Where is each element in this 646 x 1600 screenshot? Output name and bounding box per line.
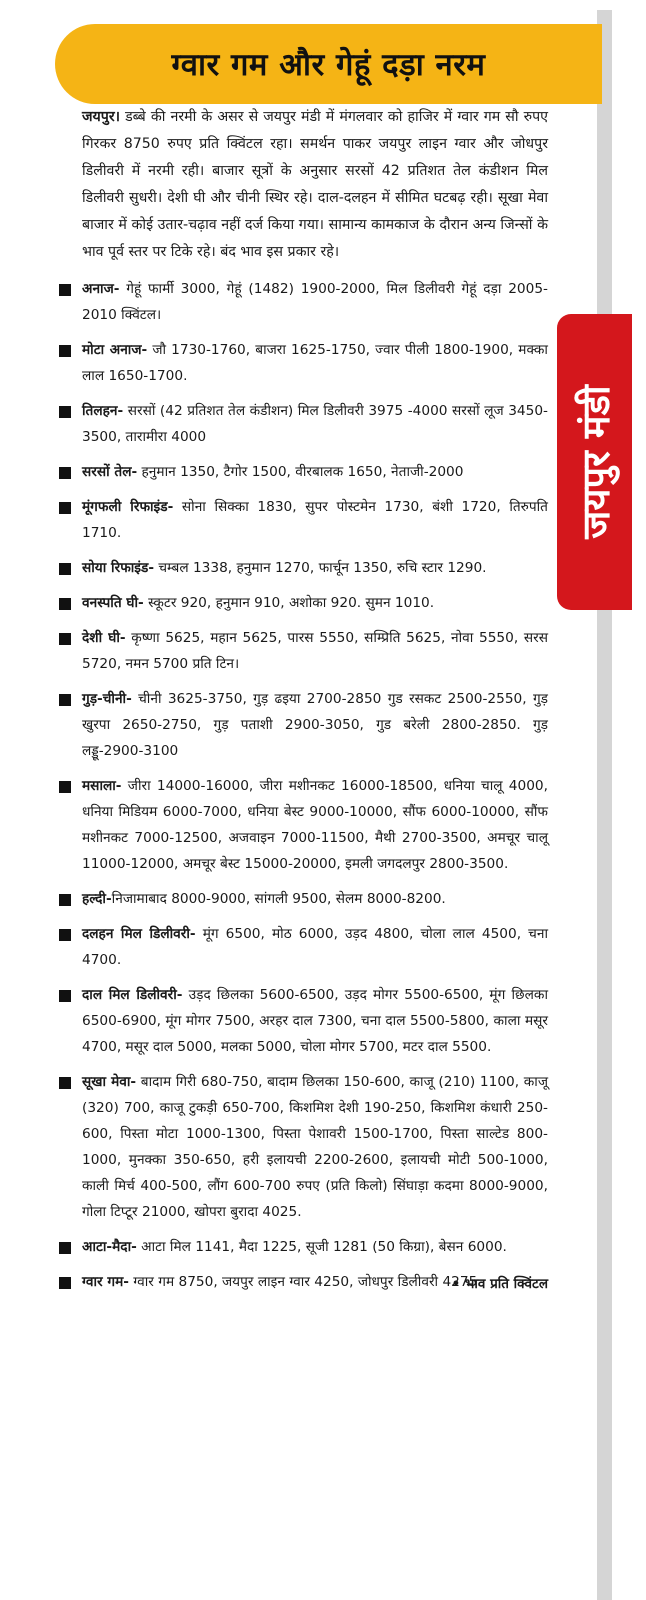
- rate-item: [82, 459, 548, 485]
- intro-text: डब्बे की नरमी के असर से जयपुर मंडी में मंगलवार को हाजिर में ग्वार गम सौ रुपए गिरकर 8750 रुपए प्रति क्विंटल रहा। समर्थन पाकर जयपुर लाइन ग्वार और जोधपुर डिलीवरी में नरमी रही। बाजार सूत्रों के अनुसार सरसों 42 प्रतिशत तेल कंडीशन मिल डिलीवरी सुधरी। देशी घी और चीनी स्थिर रहे। दाल-दलहन में सीमित घटबढ़ रही। सूखा मेवा बाजार में कोई उतार-चढ़ाव नहीं दर्ज किया गया। सामान्य कामकाज के दौरान अन्य जिन्सों के भाव पूर्व स्तर पर टिके रहे। बंद भाव इस प्रकार रहे।: [82, 109, 548, 260]
- square-bullet-icon: [59, 781, 71, 793]
- rate-category: गुड़-चीनी-: [82, 691, 132, 707]
- square-bullet-icon: [59, 1277, 71, 1289]
- rate-category: दलहन मिल डिलीवरी-: [82, 926, 196, 942]
- square-bullet-icon: [59, 563, 71, 575]
- rate-text: निजामाबाद 8000-9000, सांगली 9500, सेलम 8000-8200.: [111, 891, 446, 907]
- rate-category: सूखा मेवा-: [82, 1074, 137, 1090]
- rate-category: मसाला-: [82, 778, 122, 794]
- rate-list: [82, 276, 548, 1295]
- rate-item: [82, 625, 548, 677]
- section-tab-label: जयपुर मंडी: [573, 385, 618, 539]
- rate-text: सोना सिक्का 1830, सुपर पोस्टमेन 1730, बंशी 1720, तिरुपति 1710.: [82, 499, 548, 541]
- rate-item: [82, 886, 548, 912]
- rate-text: जीरा 14000-16000, जीरा मशीनकट 16000-18500, धनिया चालू 4000, धनिया मिडियम 6000-7000, धनिया बेस्ट 9000-10000, सौंफ 6000-10000, सौंफ मशीनकट 7000-12500, अजवाइन 7000-11500, मैथी 2700-3500, अमचूर चालू 11000-12000, अमचूर बेस्ट 15000-20000, इमली जगदलपुर 2800-3500.: [82, 778, 548, 872]
- rate-category: मूंगफली रिफाइंड-: [82, 499, 174, 515]
- square-bullet-icon: [59, 894, 71, 906]
- rate-category: सोया रिफाइंड-: [82, 560, 155, 576]
- rate-item: [82, 555, 548, 581]
- rate-text: कृष्णा 5625, महान 5625, पारस 5550, सम्प्रिति 5625, नोवा 5550, सरस 5720, नमन 5700 प्रति टिन।: [82, 630, 549, 672]
- square-bullet-icon: [59, 406, 71, 418]
- rate-text: गेहूं फार्मी 3000, गेहूं (1482) 1900-2000, मिल डिलीवरी गेहूं दड़ा 2005-2010 क्विंटल।: [82, 281, 548, 323]
- rate-text: बादाम गिरी 680-750, बादाम छिलका 150-600, काजू (210) 1100, काजू (320) 700, काजू टुकड़ी 650-700, किशमिश देशी 190-250, किशमिश कंधारी 250-600, पिस्ता मोटा 1000-1300, पिस्ता पेशावरी 1500-1700, पिस्ता साल्टेड 800-1000, मुनक्का 350-650, हरी इलायची 2200-2600, इलायची मोटी 500-1000, काली मिर्च 400-500, लौंग 600-700 रुपए (प्रति किलो) सिंघाड़ा कदमा 8000-9000, गोला टिप्टूर 21000, खोपरा बुरादा 4025.: [82, 1074, 548, 1220]
- square-bullet-icon: [59, 633, 71, 645]
- rate-item: [82, 337, 548, 389]
- intro-paragraph: [82, 104, 548, 266]
- rate-category: तिलहन-: [82, 403, 124, 419]
- square-bullet-icon: [59, 467, 71, 479]
- rate-item: [82, 398, 548, 450]
- square-bullet-icon: [59, 345, 71, 357]
- rate-category: मोटा अनाज-: [82, 342, 148, 358]
- square-bullet-icon: [59, 694, 71, 706]
- headline: ग्वार गम और गेहूं दड़ा नरम: [171, 47, 486, 83]
- unit-footnote: • भाव प्रति क्विंटल: [451, 1276, 548, 1292]
- square-bullet-icon: [59, 1242, 71, 1254]
- rate-text: सरसों (42 प्रतिशत तेल कंडीशन) मिल डिलीवरी 3975 -4000 सरसों लूज 3450-3500, तारामीरा 4000: [82, 403, 548, 445]
- square-bullet-icon: [59, 284, 71, 296]
- rate-category: अनाज-: [82, 281, 120, 297]
- rate-text: हनुमान 1350, टैगोर 1500, वीरबालक 1650, नेताजी-2000: [137, 464, 464, 480]
- rate-item: [82, 1234, 548, 1260]
- rate-category: वनस्पति घी-: [82, 595, 144, 611]
- rate-text: ग्वार गम 8750, जयपुर लाइन ग्वार 4250, जोधपुर डिलीवरी 4275.: [128, 1274, 482, 1290]
- rate-item: [82, 276, 548, 328]
- rate-category: देशी घी-: [82, 630, 126, 646]
- rate-item: [82, 494, 548, 546]
- rate-text: चीनी 3625-3750, गुड़ ढइया 2700-2850 गुड रसकट 2500-2550, गुड़ खुरपा 2650-2750, गुड़ पताशी 2900-3050, गुड बरेली 2800-2850. गुड़ लड्डू-2900-3100: [82, 691, 548, 759]
- rate-item: [82, 590, 548, 616]
- section-tab: [557, 314, 632, 610]
- square-bullet-icon: [59, 598, 71, 610]
- rate-text: जौ 1730-1760, बाजरा 1625-1750, ज्वार पीली 1800-1900, मक्का लाल 1650-1700.: [82, 342, 548, 384]
- rate-category: सरसों तेल-: [82, 464, 138, 480]
- rate-text: स्कूटर 920, हनुमान 910, अशोका 920. सुमन 1010.: [143, 595, 435, 611]
- rate-category: दाल मिल डिलीवरी-: [82, 987, 183, 1003]
- square-bullet-icon: [59, 929, 71, 941]
- rate-category: ग्वार गम-: [82, 1274, 129, 1290]
- rate-item: [82, 921, 548, 973]
- rate-item: [82, 1269, 548, 1295]
- rate-text: उड़द छिलका 5600-6500, उड़द मोगर 5500-6500, मूंग छिलका 6500-6900, मूंग मोगर 7500, अरहर दाल 7300, चना दाल 5500-5800, काला मसूर 4700, मसूर दाल 5000, मलका 5000, चोला मोगर 5700, मटर दाल 5500.: [82, 987, 548, 1055]
- rate-item: [82, 773, 548, 877]
- rate-text: मूंग 6500, मोठ 6000, उड़द 4800, चोला लाल 4500, चना 4700.: [82, 926, 548, 968]
- square-bullet-icon: [59, 990, 71, 1002]
- rate-item: [82, 686, 548, 764]
- rate-text: चम्बल 1338, हनुमान 1270, फार्चून 1350, रुचि स्टार 1290.: [154, 560, 487, 576]
- article-body: [82, 104, 548, 1292]
- headline-banner: [55, 24, 602, 104]
- rate-category: हल्दी-: [82, 891, 112, 907]
- page-edge-rule: [597, 10, 612, 1600]
- rate-item: [82, 1069, 548, 1225]
- rate-category: आटा-मैदा-: [82, 1239, 137, 1255]
- dateline: जयपुर।: [82, 109, 120, 125]
- square-bullet-icon: [59, 1077, 71, 1089]
- square-bullet-icon: [59, 502, 71, 514]
- rate-text: आटा मिल 1141, मैदा 1225, सूजी 1281 (50 किग्रा), बेसन 6000.: [136, 1239, 507, 1255]
- rate-item: [82, 982, 548, 1060]
